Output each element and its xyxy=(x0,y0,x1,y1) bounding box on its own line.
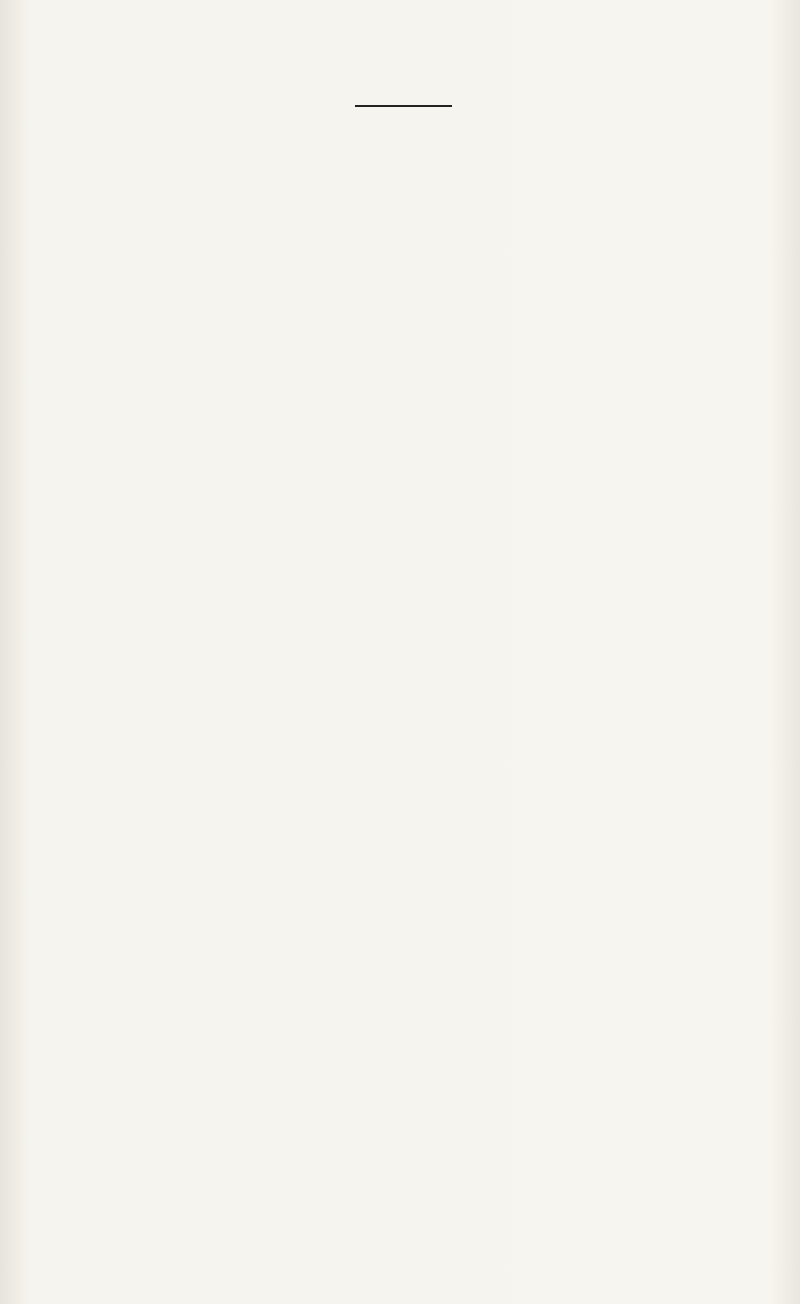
section-heading-line-2 xyxy=(36,198,756,228)
page-number-rule xyxy=(355,105,452,107)
section-heading-line-1 xyxy=(36,168,756,198)
page-content xyxy=(36,112,756,242)
section-number xyxy=(36,134,756,168)
